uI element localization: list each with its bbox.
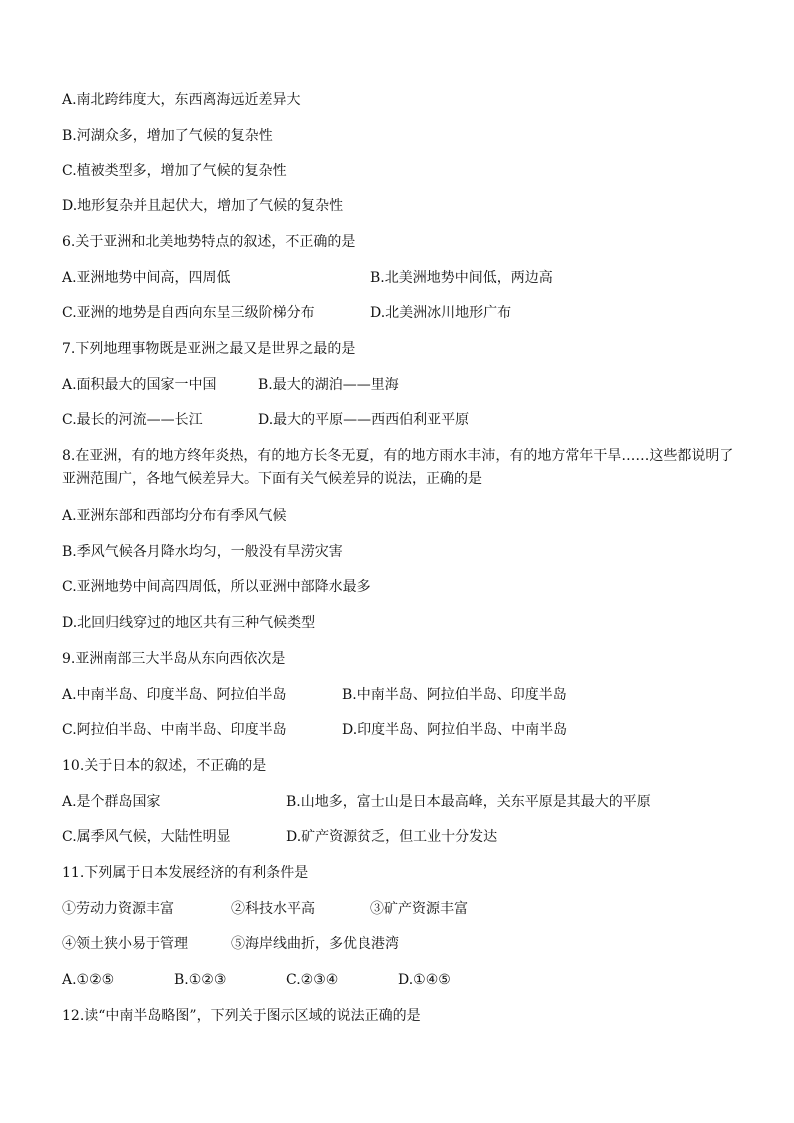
q5-option-c: C.植被类型多，增加了气候的复杂性 xyxy=(62,163,287,179)
q5-option-a: A.南北跨纬度大，东西离海远近差异大 xyxy=(62,92,301,108)
q11-stem: 11.下列属于日本发展经济的有利条件是 xyxy=(62,865,309,881)
q11-option-d: D.①④⑤ xyxy=(398,972,451,988)
q6-option-c: C.亚洲的地势是自西向东呈三级阶梯分布 xyxy=(62,305,315,321)
q7-stem: 7.下列地理事物既是亚洲之最又是世界之最的是 xyxy=(62,341,356,357)
q11-option-c: C.②③④ xyxy=(286,972,339,988)
q6-option-a: A.亚洲地势中间高，四周低 xyxy=(62,270,231,286)
q8-option-a: A.亚洲东部和西部均分布有季风气候 xyxy=(62,508,287,524)
q6-option-d: D.北美洲冰川地形广布 xyxy=(370,305,512,321)
q11-item-3: ③矿产资源丰富 xyxy=(370,901,468,917)
q8-option-c: C.亚洲地势中间高四周低，所以亚洲中部降水最多 xyxy=(62,579,371,595)
q12-stem: 12.读“中南半岛略图”，下列关于图示区域的说法正确的是 xyxy=(62,1008,421,1024)
q10-option-a: A.是个群岛国家 xyxy=(62,794,161,810)
q8-option-d: D.北回归线穿过的地区共有三种气候类型 xyxy=(62,615,316,631)
q11-option-b: B.①②③ xyxy=(174,972,227,988)
q6-stem: 6.关于亚洲和北美地势特点的叙述，不正确的是 xyxy=(62,234,356,250)
q5-option-d: D.地形复杂并且起伏大，增加了气候的复杂性 xyxy=(62,198,344,214)
q9-option-a: A.中南半岛、印度半岛、阿拉伯半岛 xyxy=(62,687,287,703)
q7-option-a: A.面积最大的国家一中国 xyxy=(62,377,217,393)
q11-item-5: ⑤海岸线曲折，多优良港湾 xyxy=(231,936,399,952)
q7-option-d: D.最大的平原——西西伯利亚平原 xyxy=(258,412,470,428)
q10-option-d: D.矿产资源贫乏，但工业十分发达 xyxy=(286,829,498,845)
q11-item-4: ④领土狭小易于管理 xyxy=(62,936,188,952)
q5-option-b: B.河湖众多，增加了气候的复杂性 xyxy=(62,128,273,144)
q8-stem: 8.在亚洲，有的地方终年炎热，有的地方长冬无夏，有的地方雨水丰沛，有的地方常年干旱……这些都说明了亚洲范围广，各地气候差异大。下面有关气候差异的说法，正确的是 xyxy=(62,448,734,487)
q9-option-d: D.印度半岛、阿拉伯半岛、中南半岛 xyxy=(342,722,568,738)
q6-option-b: B.北美洲地势中间低，两边高 xyxy=(370,270,553,286)
q7-option-b: B.最大的湖泊——里海 xyxy=(258,377,399,393)
q11-option-a: A.①②⑤ xyxy=(62,972,115,988)
q7-option-c: C.最长的河流——长江 xyxy=(62,412,203,428)
q9-option-b: B.中南半岛、阿拉伯半岛、印度半岛 xyxy=(342,687,567,703)
q11-item-2: ②科技水平高 xyxy=(231,901,315,917)
q9-stem: 9.亚洲南部三大半岛从东向西依次是 xyxy=(62,651,286,667)
q11-item-1: ①劳动力资源丰富 xyxy=(62,901,174,917)
q10-stem: 10.关于日本的叙述，不正确的是 xyxy=(62,758,267,774)
q8-option-b: B.季风气候各月降水均匀，一般没有旱涝灾害 xyxy=(62,544,343,560)
q9-option-c: C.阿拉伯半岛、中南半岛、印度半岛 xyxy=(62,722,287,738)
q10-option-c: C.属季风气候，大陆性明显 xyxy=(62,829,231,845)
q10-option-b: B.山地多，富士山是日本最高峰，关东平原是其最大的平原 xyxy=(286,794,651,810)
